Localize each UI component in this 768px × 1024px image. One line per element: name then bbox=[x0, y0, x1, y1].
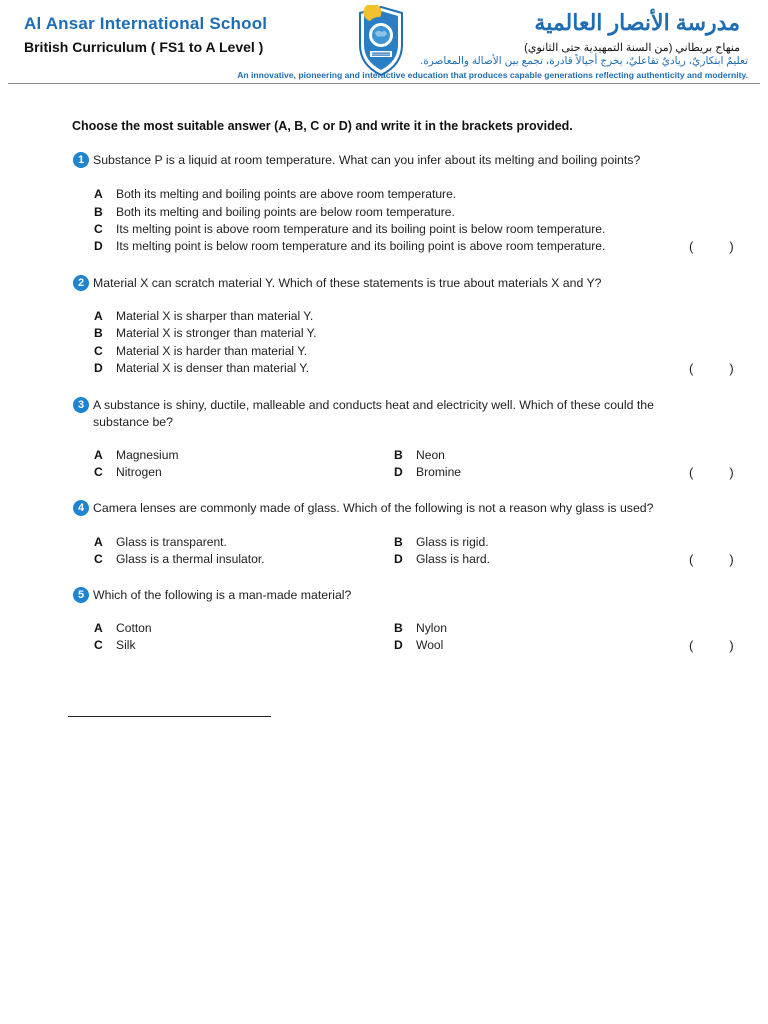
question-text: Material X can scratch material Y. Which of these statements is true about materials X and Y? bbox=[93, 276, 602, 290]
option: C Its melting point is above room temperature and its boiling point is below room temperature. bbox=[94, 222, 606, 236]
question-text: Substance P is a liquid at room temperature. What can you infer about its melting and boiling points? bbox=[93, 153, 641, 167]
answer-bracket[interactable]: ( ) bbox=[689, 239, 734, 254]
option: A Cotton bbox=[94, 621, 152, 635]
option: D Its melting point is below room temperature and its boiling point is above room temperature. bbox=[94, 239, 606, 253]
option: D Glass is hard. bbox=[394, 552, 490, 566]
instructions: Choose the most suitable answer (A, B, C or D) and write it in the brackets provided. bbox=[72, 119, 573, 133]
answer-bracket[interactable]: ( ) bbox=[689, 361, 734, 376]
answer-bracket[interactable]: ( ) bbox=[689, 552, 734, 567]
question-text: Which of the following is a man-made material? bbox=[93, 588, 352, 602]
option: C Material X is harder than material Y. bbox=[94, 344, 308, 358]
answer-bracket[interactable]: ( ) bbox=[689, 638, 734, 653]
question-text-line: substance be? bbox=[93, 415, 173, 429]
option: A Material X is sharper than material Y. bbox=[94, 309, 314, 323]
option: A Both its melting and boiling points are above room temperature. bbox=[94, 187, 457, 201]
question-number-badge: 3 bbox=[73, 397, 89, 413]
question-number-badge: 2 bbox=[73, 275, 89, 291]
header-divider bbox=[8, 83, 760, 84]
footnote-separator bbox=[68, 716, 271, 717]
option: D Material X is denser than material Y. bbox=[94, 361, 310, 375]
question-text: Camera lenses are commonly made of glass. Which of the following is not a reason why glass is used? bbox=[93, 501, 654, 515]
curriculum-ar: منهاج بريطاني (من السنة التمهيدية حتى الثانوي) bbox=[524, 42, 740, 54]
option: A Magnesium bbox=[94, 448, 179, 462]
curriculum-en: British Curriculum ( FS1 to A Level ) bbox=[24, 39, 264, 55]
answer-bracket[interactable]: ( ) bbox=[689, 465, 734, 480]
option: B Neon bbox=[394, 448, 445, 462]
option: C Glass is a thermal insulator. bbox=[94, 552, 265, 566]
option: B Nylon bbox=[394, 621, 447, 635]
motto-en: An innovative, pioneering and interactive education that produces capable generations reflecting authenticity and modernity. bbox=[237, 70, 748, 80]
option: D Bromine bbox=[394, 465, 462, 479]
option: A Glass is transparent. bbox=[94, 535, 227, 549]
question-text-line: A substance is shiny, ductile, malleable and conducts heat and electricity well. Which of these could the bbox=[93, 398, 654, 412]
motto-ar: تعليمٌ ابتكاريٌ، رياديٌ تفاعليٌ، يخرج أجيالاً قادرة، تجمع بين الأصالة والمعاصرة. bbox=[420, 55, 748, 67]
option: B Glass is rigid. bbox=[394, 535, 489, 549]
question-number-badge: 5 bbox=[73, 587, 89, 603]
option: B Both its melting and boiling points are below room temperature. bbox=[94, 205, 455, 219]
option: D Wool bbox=[394, 638, 444, 652]
question-number-badge: 1 bbox=[73, 152, 89, 168]
option: C Silk bbox=[94, 638, 136, 652]
school-name-en: Al Ansar International School bbox=[24, 14, 268, 33]
option: B Material X is stronger than material Y. bbox=[94, 326, 317, 340]
school-name-ar: مدرسة الأنصار العالمية bbox=[534, 10, 740, 35]
option: C Nitrogen bbox=[94, 465, 162, 479]
question-number-badge: 4 bbox=[73, 500, 89, 516]
